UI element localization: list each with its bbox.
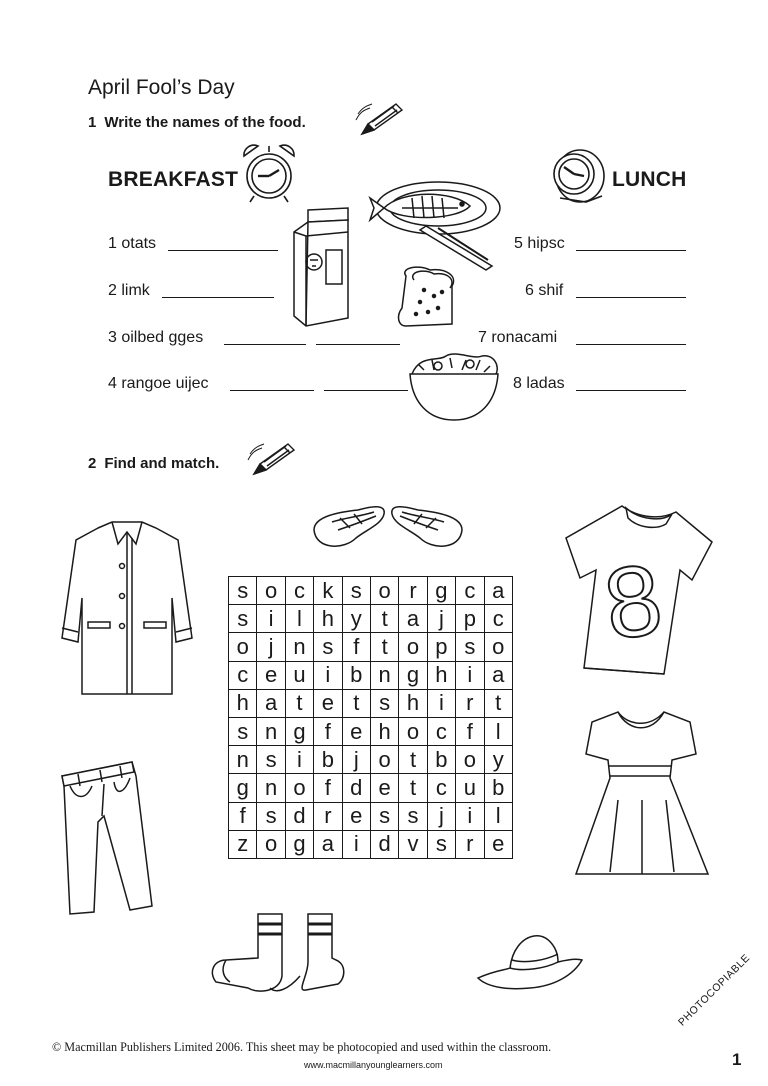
grid-cell[interactable]: c [427, 717, 455, 745]
exercise-1-number: 1 [88, 114, 97, 131]
grid-cell[interactable]: p [427, 633, 455, 661]
grid-cell[interactable]: s [257, 746, 285, 774]
grid-cell[interactable]: t [399, 774, 427, 802]
grid-cell[interactable]: h [314, 605, 342, 633]
grid-cell[interactable]: n [257, 774, 285, 802]
grid-cell[interactable]: g [285, 830, 313, 858]
toast-image [394, 266, 464, 334]
grid-cell[interactable]: k [314, 577, 342, 605]
grid-cell[interactable]: o [257, 830, 285, 858]
grid-cell[interactable]: h [427, 661, 455, 689]
breakfast-item-2: 2 limk [108, 282, 150, 299]
grid-row [229, 830, 513, 858]
answer-line-6[interactable] [576, 297, 686, 298]
desk-clock-icon [546, 148, 608, 206]
page-title: April Fool’s Day [88, 76, 235, 99]
lunch-heading: LUNCH [612, 168, 687, 191]
grid-cell[interactable]: n [285, 633, 313, 661]
grid-cell[interactable]: i [342, 830, 370, 858]
lunch-item-5: 5 hipsc [514, 235, 565, 252]
grid-cell[interactable]: t [370, 605, 398, 633]
grid-cell[interactable]: e [370, 774, 398, 802]
exercise-2-instruction [88, 455, 219, 472]
answer-line-3b[interactable] [316, 344, 400, 345]
grid-cell[interactable]: j [342, 746, 370, 774]
grid-cell[interactable]: y [342, 605, 370, 633]
grid-cell[interactable]: n [229, 746, 257, 774]
salad-bowl-image [404, 350, 504, 426]
grid-cell[interactable]: i [285, 746, 313, 774]
grid-cell[interactable]: t [370, 633, 398, 661]
grid-cell[interactable]: i [314, 661, 342, 689]
grid-cell[interactable]: a [257, 689, 285, 717]
grid-cell[interactable]: j [427, 802, 455, 830]
pencil-icon [244, 440, 300, 480]
grid-cell[interactable]: t [484, 689, 512, 717]
answer-line-7[interactable] [576, 344, 686, 345]
grid-cell[interactable]: o [484, 633, 512, 661]
breakfast-item-3: 3 oilbed gges [108, 329, 204, 346]
socks-image [210, 912, 348, 998]
grid-cell[interactable]: n [257, 717, 285, 745]
grid-cell[interactable]: b [314, 746, 342, 774]
alarm-clock-icon [238, 140, 300, 206]
grid-cell[interactable]: o [370, 577, 398, 605]
grid-cell[interactable]: r [314, 802, 342, 830]
breakfast-item-1: 1 otats [108, 235, 157, 252]
grid-cell[interactable]: g [399, 661, 427, 689]
grid-cell[interactable]: s [314, 633, 342, 661]
grid-cell[interactable]: y [484, 746, 512, 774]
exercise-2-text: Find and match. [104, 455, 220, 472]
grid-cell[interactable]: o [285, 774, 313, 802]
exercise-1-text: Write the names of the food. [104, 114, 306, 131]
grid-cell[interactable]: u [285, 661, 313, 689]
grid-cell[interactable]: f [314, 774, 342, 802]
grid-cell[interactable]: s [257, 802, 285, 830]
grid-cell[interactable]: o [456, 746, 484, 774]
grid-cell[interactable]: s [229, 577, 257, 605]
shoes-image [310, 500, 466, 554]
grid-cell[interactable]: g [427, 577, 455, 605]
grid-cell[interactable]: b [342, 661, 370, 689]
grid-cell[interactable]: o [257, 577, 285, 605]
exercise-2-number: 2 [88, 455, 97, 472]
answer-line-5[interactable] [576, 250, 686, 251]
grid-cell[interactable]: o [399, 633, 427, 661]
grid-cell[interactable]: d [370, 830, 398, 858]
grid-row [229, 746, 513, 774]
copyright-notice: © Macmillan Publishers Limited 2006. This sheet may be photocopied and used within the classroom. [52, 1040, 552, 1054]
answer-line-3a[interactable] [224, 344, 306, 345]
grid-cell[interactable]: d [342, 774, 370, 802]
answer-line-4a[interactable] [230, 390, 314, 391]
grid-row [229, 689, 513, 717]
grid-cell[interactable]: a [484, 661, 512, 689]
grid-cell[interactable]: c [484, 605, 512, 633]
grid-row [229, 802, 513, 830]
breakfast-item-4: 4 rangoe uijec [108, 375, 209, 392]
grid-cell[interactable]: t [285, 689, 313, 717]
grid-cell[interactable]: l [484, 717, 512, 745]
milk-carton-image [290, 206, 354, 332]
grid-cell[interactable]: h [370, 717, 398, 745]
grid-cell[interactable]: v [399, 830, 427, 858]
dress-image [572, 706, 712, 880]
grid-cell[interactable]: e [484, 830, 512, 858]
grid-cell[interactable]: h [229, 689, 257, 717]
grid-cell[interactable]: e [342, 802, 370, 830]
grid-cell[interactable]: s [456, 633, 484, 661]
grid-cell[interactable]: o [399, 717, 427, 745]
grid-row [229, 661, 513, 689]
grid-cell[interactable]: s [399, 802, 427, 830]
grid-cell[interactable]: b [484, 774, 512, 802]
grid-cell[interactable]: f [456, 717, 484, 745]
tshirt-number: 8 [597, 542, 669, 662]
answer-line-4b[interactable] [324, 390, 408, 391]
grid-cell[interactable]: r [456, 689, 484, 717]
grid-cell[interactable]: f [314, 717, 342, 745]
grid-cell[interactable]: l [484, 802, 512, 830]
lunch-item-6: 6 shif [525, 282, 564, 299]
lunch-item-7: 7 ronacami [478, 329, 558, 346]
grid-cell[interactable]: t [399, 746, 427, 774]
breakfast-heading: BREAKFAST [108, 168, 239, 191]
grid-cell[interactable]: s [342, 577, 370, 605]
grid-cell[interactable]: e [257, 661, 285, 689]
grid-cell[interactable]: z [229, 830, 257, 858]
pencil-icon [352, 100, 408, 140]
page-number: 1 [732, 1050, 742, 1069]
grid-cell[interactable]: c [229, 661, 257, 689]
grid-cell[interactable]: c [456, 577, 484, 605]
answer-line-8[interactable] [576, 390, 686, 391]
grid-cell[interactable]: h [399, 689, 427, 717]
grid-cell[interactable]: s [229, 717, 257, 745]
fish-plate-image [362, 176, 510, 276]
grid-cell[interactable]: e [314, 689, 342, 717]
grid-cell[interactable]: o [229, 633, 257, 661]
website-link[interactable]: www.macmillanyounglearners.com [304, 1060, 443, 1070]
grid-cell[interactable]: j [257, 633, 285, 661]
grid-cell[interactable]: f [342, 633, 370, 661]
grid-cell[interactable]: t [342, 689, 370, 717]
lunch-item-8: 8 ladas [513, 375, 565, 392]
hat-image [476, 930, 584, 994]
grid-cell[interactable]: i [456, 661, 484, 689]
grid-cell[interactable]: j [427, 605, 455, 633]
grid-cell[interactable]: o [370, 746, 398, 774]
grid-cell[interactable]: a [484, 577, 512, 605]
grid-cell[interactable]: f [229, 802, 257, 830]
grid-cell[interactable]: s [427, 830, 455, 858]
grid-cell[interactable]: s [229, 605, 257, 633]
grid-cell[interactable]: g [285, 717, 313, 745]
grid-cell[interactable]: i [427, 689, 455, 717]
word-search-grid [228, 576, 513, 859]
grid-cell[interactable]: i [456, 802, 484, 830]
grid-cell[interactable]: e [342, 717, 370, 745]
tshirt-image [562, 498, 728, 678]
coat-image [52, 518, 202, 710]
grid-cell[interactable]: d [285, 802, 313, 830]
grid-row [229, 577, 513, 605]
grid-cell[interactable]: b [427, 746, 455, 774]
trousers-image [56, 756, 160, 916]
grid-cell[interactable]: g [229, 774, 257, 802]
grid-cell[interactable]: n [370, 661, 398, 689]
grid-row [229, 633, 513, 661]
grid-cell[interactable]: a [399, 605, 427, 633]
grid-cell[interactable]: r [456, 830, 484, 858]
grid-cell[interactable]: p [456, 605, 484, 633]
grid-row [229, 717, 513, 745]
exercise-1-instruction [88, 114, 306, 131]
photocopiable-badge: PHOTOCOPIABLE [676, 951, 753, 1029]
grid-cell[interactable]: i [257, 605, 285, 633]
grid-cell[interactable]: c [285, 577, 313, 605]
grid-row [229, 605, 513, 633]
grid-cell[interactable]: l [285, 605, 313, 633]
grid-cell[interactable]: s [370, 802, 398, 830]
grid-row [229, 774, 513, 802]
answer-line-1[interactable] [168, 250, 278, 251]
grid-cell[interactable]: a [314, 830, 342, 858]
grid-cell[interactable]: r [399, 577, 427, 605]
grid-cell[interactable]: s [370, 689, 398, 717]
answer-line-2[interactable] [162, 297, 274, 298]
grid-cell[interactable]: c [427, 774, 455, 802]
grid-cell[interactable]: u [456, 774, 484, 802]
